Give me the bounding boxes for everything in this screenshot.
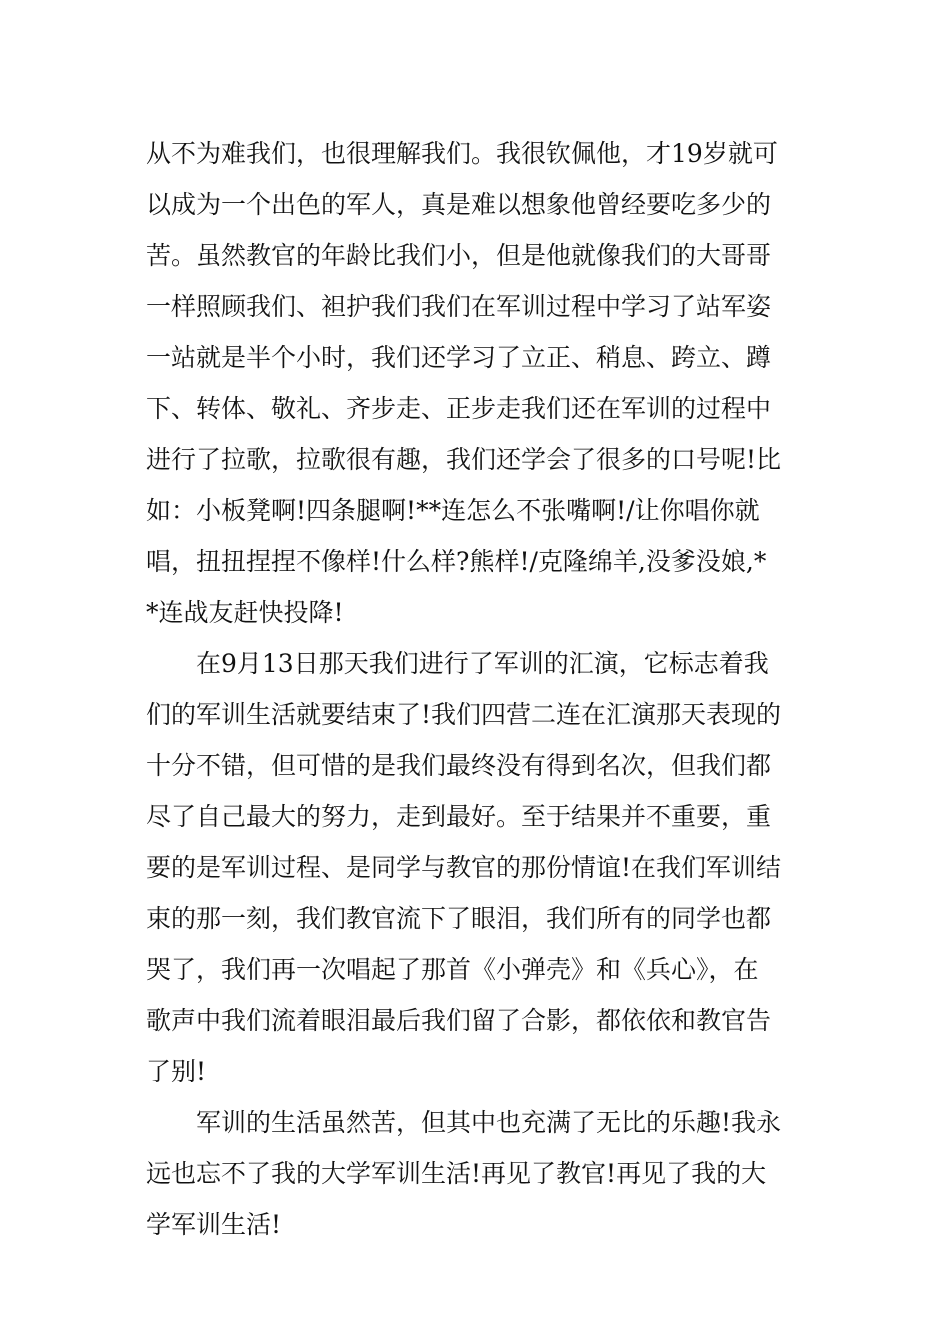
- body-text: [146, 128, 806, 1250]
- text-line: 如：小板凳啊!四条腿啊!**连怎么不张嘴啊!/让你唱你就: [146, 496, 760, 525]
- text-line: 远也忘不了我的大学军训生活!再见了教官!再见了我的大: [146, 1159, 767, 1188]
- text-line: 从不为难我们，也很理解我们。我很钦佩他，才19岁就可: [146, 139, 778, 168]
- text-line: 尽了自己最大的努力，走到最好。至于结果并不重要，重: [146, 802, 772, 831]
- text-line: 歌声中我们流着眼泪最后我们留了合影，都依依和教官告: [146, 1006, 772, 1035]
- paragraph-2: [146, 638, 806, 1097]
- paragraph-1: [146, 128, 806, 638]
- paragraph-3: [146, 1097, 806, 1250]
- text-line: 要的是军训过程、是同学与教官的那份情谊!在我们军训结: [146, 853, 782, 882]
- text-line: 以成为一个出色的军人，真是难以想象他曾经要吃多少的: [146, 190, 772, 219]
- text-line: 哭了，我们再一次唱起了那首《小弹壳》和《兵心》，在: [146, 955, 759, 984]
- text-line: 一样照顾我们、袒护我们我们在军训过程中学习了站军姿: [146, 292, 772, 321]
- text-line: 进行了拉歌，拉歌很有趣，我们还学会了很多的口号呢!比: [146, 445, 782, 474]
- text-line: 了别!: [146, 1057, 207, 1086]
- text-line: 唱，扭扭捏捏不像样!什么样?熊样!/克隆绵羊,没爹没娘,*: [146, 547, 767, 576]
- text-line: 十分不错，但可惜的是我们最终没有得到名次，但我们都: [146, 751, 772, 780]
- text-line: 苦。虽然教官的年龄比我们小，但是他就像我们的大哥哥: [146, 241, 772, 270]
- text-line: *连战友赶快投降!: [146, 598, 344, 627]
- text-line: 学军训生活!: [146, 1210, 282, 1239]
- text-line: 束的那一刻，我们教官流下了眼泪，我们所有的同学也都: [146, 904, 772, 933]
- text-line: 下、转体、敬礼、齐步走、正步走我们还在军训的过程中: [146, 394, 772, 423]
- text-line: 一站就是半个小时，我们还学习了立正、稍息、跨立、蹲: [146, 343, 772, 372]
- text-line: 军训的生活虽然苦，但其中也充满了无比的乐趣!我永: [146, 1108, 782, 1137]
- text-line: 们的军训生活就要结束了!我们四营二连在汇演那天表现的: [146, 700, 782, 729]
- text-line: 在9月13日那天我们进行了军训的汇演，它标志着我: [146, 649, 769, 678]
